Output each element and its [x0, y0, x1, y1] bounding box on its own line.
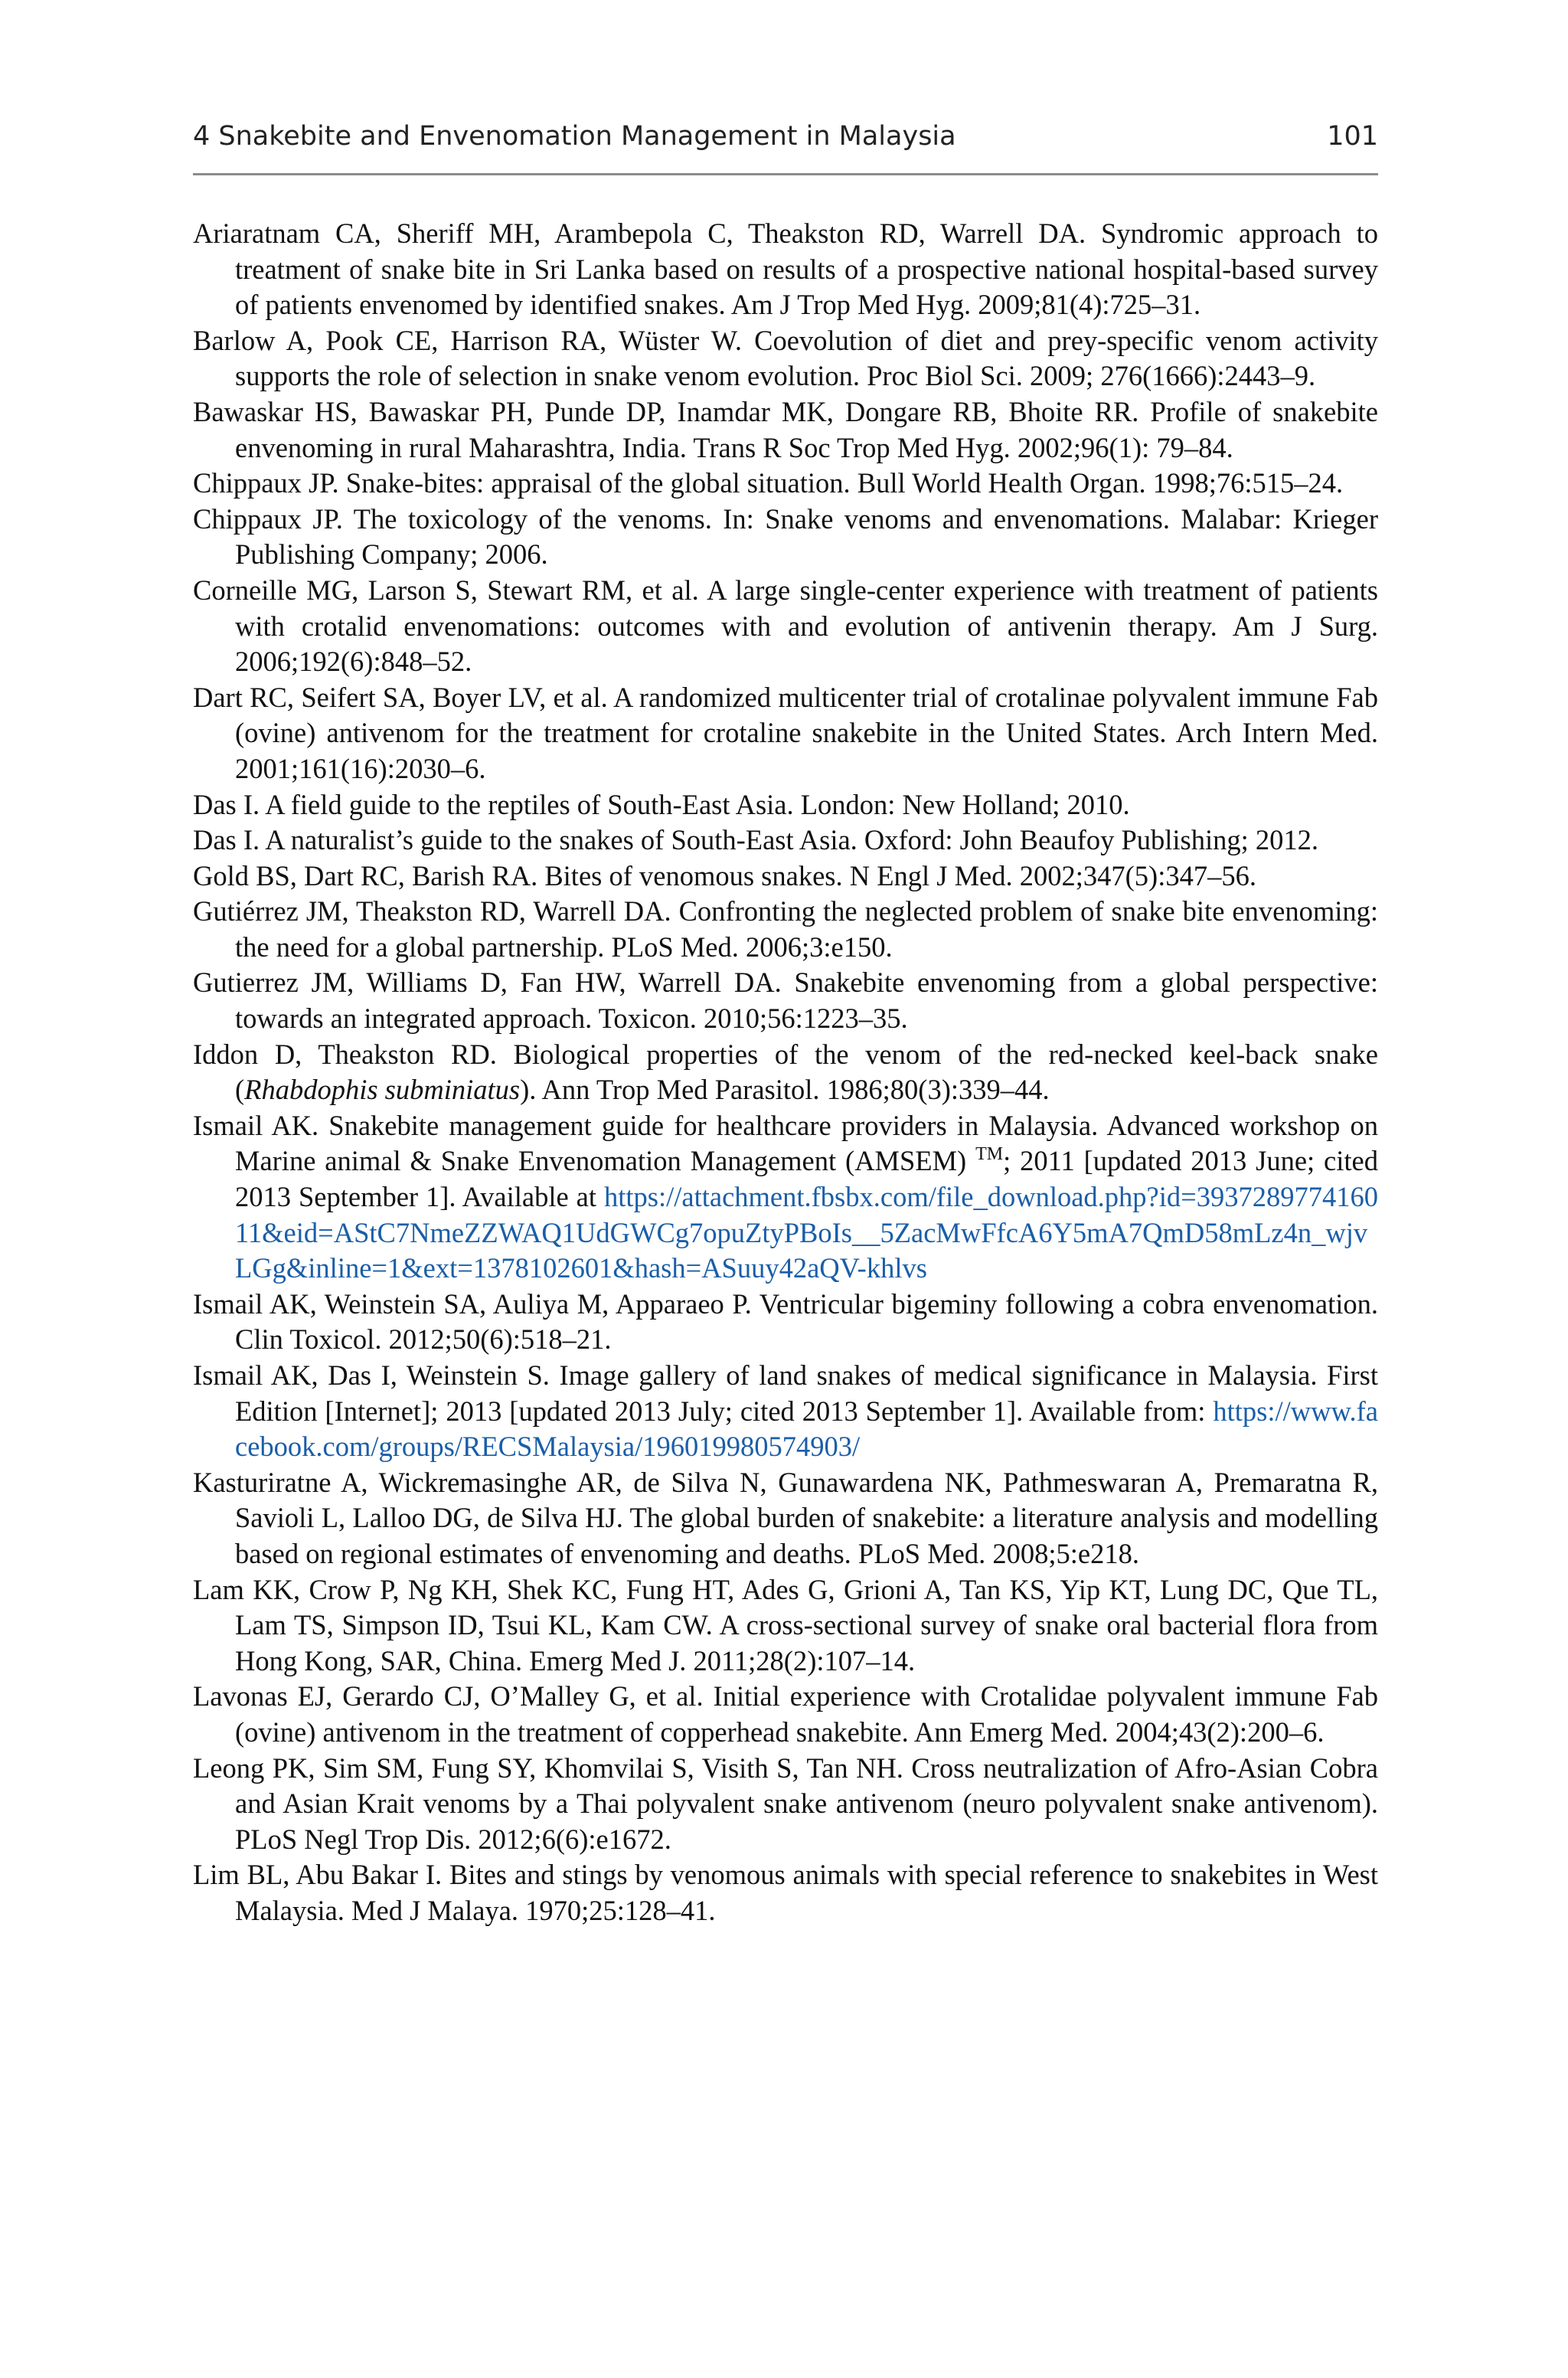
reference-text: Chippaux JP. Snake-bites: appraisal of the global situation. Bull World Health Organ. 1998;76:515–24.: [193, 467, 1344, 499]
reference-text: Barlow A, Pook CE, Harrison RA, Wüster W. Coevolution of diet and prey-specific venom activity supports the role of selection in snake venom evolution. Proc Biol Sci. 2009; 276(1666):2443–9.: [193, 324, 1378, 392]
species-name: Rhabdophis subminiatus: [244, 1074, 521, 1106]
reference-text: Ariaratnam CA, Sheriff MH, Arambepola C, Theakston RD, Warrell DA. Syndromic approach to treatment of snake bite in Sri Lanka based on results of a prospective national hospital-based survey of patients envenomed by identified snakes. Am J Trop Med Hyg. 2009;81(4):725–31.: [193, 218, 1378, 321]
reference-text: Ismail AK, Das I, Weinstein S. Image gallery of land snakes of medical significance in Malaysia. First Edition [Internet]; 2013 [updated 2013 July; cited 2013 September 1]. Available from:: [193, 1359, 1378, 1427]
reference-text: Gold BS, Dart RC, Barish RA. Bites of venomous snakes. N Engl J Med. 2002;347(5):347–56.: [193, 859, 1256, 891]
reference-text: Das I. A field guide to the reptiles of South-East Asia. London: New Holland; 2010.: [193, 788, 1130, 820]
reference-item: [193, 466, 1378, 502]
reference-item: [193, 1572, 1378, 1680]
reference-text: ). Ann Trop Med Parasitol. 1986;80(3):339–44.: [520, 1074, 1050, 1106]
reference-list: [193, 216, 1378, 1929]
reference-text: Iddon D, Theakston RD. Biological properties of the venom of the red-necked keel-back snake (: [193, 1038, 1378, 1106]
reference-text: Corneille MG, Larson S, Stewart RM, et al. A large single-center experience with treatment of patients with crotalid envenomations: outcomes with and evolution of antivenin therapy. Am J Surg. 2006;192(6):848–52.: [193, 574, 1378, 678]
reference-text: Kasturiratne A, Wickremasinghe AR, de Silva N, Gunawardena NK, Pathmeswaran A, Premaratna R, Savioli L, Lalloo DG, de Silva HJ. The global burden of snakebite: a literature analysis and modelling based on regional estimates of envenoming and deaths. PLoS Med. 2008;5:e218.: [193, 1466, 1378, 1569]
reference-text: Lavonas EJ, Gerardo CJ, O’Malley G, et al. Initial experience with Crotalidae polyvalent immune Fab (ovine) antivenom in the treatment of copperhead snakebite. Ann Emerg Med. 2004;43(2):200–6.: [193, 1680, 1378, 1748]
page-number: 101: [1327, 121, 1378, 152]
chapter-title: 4 Snakebite and Envenomation Management in Malaysia: [193, 121, 956, 152]
reference-text: ; 2011 [updated 2013 June; cited 2013 September 1]. Available at: [235, 1145, 1378, 1213]
header-rule: [193, 173, 1378, 175]
reference-text: Ismail AK. Snakebite management guide for healthcare providers in Malaysia. Advanced workshop on Marine animal & Snake Envenomation Management (AMSEM): [193, 1109, 1378, 1177]
reference-item: [193, 1679, 1378, 1750]
reference-item: [193, 1465, 1378, 1572]
reference-item: [193, 1857, 1378, 1928]
reference-item: [193, 1037, 1378, 1108]
reference-text: Leong PK, Sim SM, Fung SY, Khomvilai S, Visith S, Tan NH. Cross neutralization of Afro-Asian Cobra and Asian Krait venoms by a Thai polyvalent snake antivenom (neuro polyvalent snake antivenom). PLoS Negl Trop Dis. 2012;6(6):e1672.: [193, 1752, 1378, 1855]
reference-item: [193, 680, 1378, 787]
reference-item: [193, 1751, 1378, 1858]
reference-text: Lim BL, Abu Bakar I. Bites and stings by venomous animals with special reference to snakebites in West Malaysia. Med J Malaya. 1970;25:128–41.: [193, 1859, 1378, 1926]
reference-item: [193, 787, 1378, 823]
reference-item: [193, 1287, 1378, 1358]
reference-item: [193, 965, 1378, 1036]
reference-link[interactable]: https://www.facebook.com/groups/RECSMalaysia/196019980574903/: [235, 1395, 1378, 1463]
reference-item: [193, 1108, 1378, 1287]
reference-item: [193, 323, 1378, 394]
reference-text: Bawaskar HS, Bawaskar PH, Punde DP, Inamdar MK, Dongare RB, Bhoite RR. Profile of snakebite envenoming in rural Maharashtra, India. Trans R Soc Trop Med Hyg. 2002;96(1): 79–84.: [193, 395, 1378, 463]
reference-text: Das I. A naturalist’s guide to the snakes of South-East Asia. Oxford: John Beaufoy Publishing; 2012.: [193, 824, 1319, 856]
reference-link[interactable]: https://attachment.fbsbx.com/file_download.php?id=393728977416011&eid=AStC7NmeZZWAQ1UdGWCg7opuZtyPBoIs__5ZacMwFfcA6Y5mA7QmD58mLz4n_wjvLGg&inline=1&ext=1378102601&hash=ASuuy42aQV-khlvs: [235, 1181, 1378, 1284]
reference-text: Chippaux JP. The toxicology of the venoms. In: Snake venoms and envenomations. Malabar: Krieger Publishing Company; 2006.: [193, 502, 1378, 571]
reference-item: [193, 1358, 1378, 1465]
reference-item: [193, 502, 1378, 573]
reference-item: [193, 823, 1378, 859]
reference-text: Lam KK, Crow P, Ng KH, Shek KC, Fung HT, Ades G, Grioni A, Tan KS, Yip KT, Lung DC, Que TL, Lam TS, Simpson ID, Tsui KL, Kam CW. A cross-sectional survey of snake oral bacterial flora from Hong Kong, SAR, China. Emerg Med J. 2011;28(2):107–14.: [193, 1573, 1378, 1676]
reference-text: Gutierrez JM, Williams D, Fan HW, Warrell DA. Snakebite envenoming from a global perspective: towards an integrated approach. Toxicon. 2010;56:1223–35.: [193, 967, 1378, 1035]
reference-text: Ismail AK, Weinstein SA, Auliya M, Apparaeo P. Ventricular bigeminy following a cobra envenomation. Clin Toxicol. 2012;50(6):518–21.: [193, 1287, 1378, 1356]
trademark-mark: TM: [975, 1144, 1004, 1165]
reference-item: [193, 216, 1378, 323]
reference-text: Gutiérrez JM, Theakston RD, Warrell DA. Confronting the neglected problem of snake bite envenoming: the need for a global partnership. PLoS Med. 2006;3:e150.: [193, 895, 1378, 963]
reference-item: [193, 894, 1378, 965]
reference-text: Dart RC, Seifert SA, Boyer LV, et al. A randomized multicenter trial of crotalinae polyvalent immune Fab (ovine) antivenom for the treatment for crotaline snakebite in the United States. Arch Intern Med. 2001;161(16):2030–6.: [193, 681, 1378, 784]
reference-item: [193, 573, 1378, 680]
reference-item: [193, 394, 1378, 466]
running-header: [193, 121, 1378, 162]
reference-item: [193, 859, 1378, 895]
